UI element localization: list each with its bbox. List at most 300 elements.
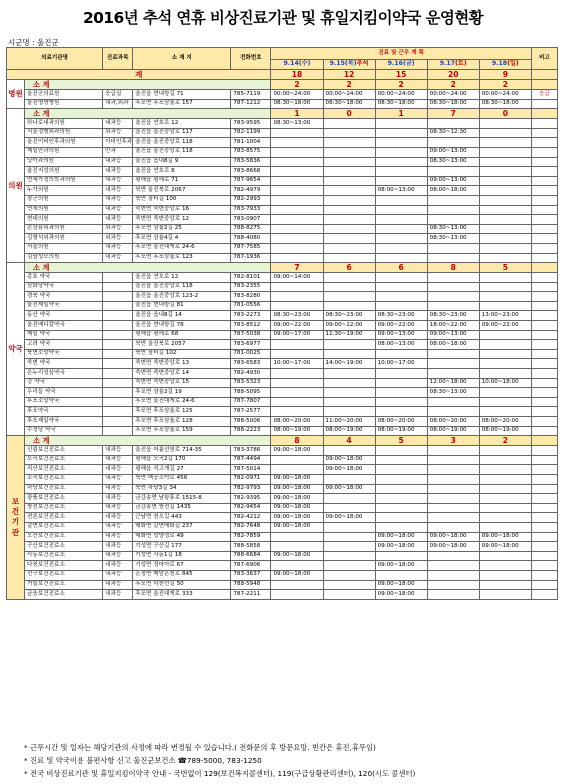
facility-note [531,157,557,167]
facility-dept: 내과등 [103,580,133,590]
hours-cell [323,446,375,456]
facility-phone: 783-8280 [231,292,271,302]
hours-cell [479,455,531,465]
hours-cell [427,407,479,417]
hours-cell [427,561,479,571]
day-date: 9.18 [491,60,508,68]
facility-note [531,388,557,398]
facility-name: 울진영명병원 [25,99,103,109]
hours-cell [271,176,323,186]
hours-cell: 09:00~13:00 [427,176,479,186]
facility-dept: 내과,외과 [103,99,133,109]
subtotal-count: 8 [271,436,323,446]
facility-phone: 788-5948 [231,580,271,590]
table-row [7,282,558,292]
table-row [7,397,558,407]
hours-cell [323,292,375,302]
facility-phone: 783-3637 [231,570,271,580]
facility-note [531,369,557,379]
hours-cell [375,551,427,561]
hours-cell [479,282,531,292]
hours-cell [375,119,427,129]
table-row [7,253,558,263]
facility-name: 북면소망약국 [25,349,103,359]
hours-cell [427,513,479,523]
hours-cell: 08:00~18:00 [427,186,479,196]
hours-cell [375,522,427,532]
hours-cell [375,494,427,504]
table-row [7,503,558,513]
facility-note [531,138,557,148]
hours-cell [375,224,427,234]
facility-address: 울진읍 읍내8길 14 [133,311,231,321]
hours-cell [271,301,323,311]
facility-phone: 782-4930 [231,369,271,379]
facility-phone: 783-6583 [231,359,271,369]
facility-address: 금강송면 쌍전길 1435 [133,503,231,513]
hours-cell [479,494,531,504]
table-row [7,378,558,388]
subtotal-note [531,109,557,119]
table-row [7,551,558,561]
facility-phone: 787-1212 [231,99,271,109]
facility-name: 소곡보건진료소 [25,474,103,484]
facility-note [531,455,557,465]
facility-name: 손상용외과의원 [25,224,103,234]
facility-address: 평해읍 평해로 68 [133,330,231,340]
table-row [7,273,558,283]
hours-cell [479,561,531,571]
hours-cell [427,494,479,504]
facility-phone: 782-0971 [231,474,271,484]
hours-cell: 08:30~13:00 [271,119,323,129]
hours-cell [271,388,323,398]
facility-phone: 783-9595 [231,119,271,129]
hours-cell [271,282,323,292]
hours-cell: 08:30~18:00 [479,99,531,109]
hours-cell [271,340,323,350]
facility-note [531,321,557,331]
facility-phone: 787-5014 [231,465,271,475]
table-row [7,330,558,340]
facility-dept [103,388,133,398]
total-count: 9 [479,70,531,80]
facility-address: 북면 울진북로 2067 [133,186,231,196]
hours-cell [479,359,531,369]
facility-name: 죽변 약국 [25,359,103,369]
facility-address: 기성면 사동1길 18 [133,551,231,561]
facility-address: 울진읍 울진중앙로 117 [133,128,231,138]
hours-cell: 09:00~18:00 [479,542,531,552]
table-row [7,157,558,167]
facility-dept: 내과등 [103,522,133,532]
hours-cell: 08:30~23:00 [323,311,375,321]
hours-cell: 08:00~13:00 [375,186,427,196]
facility-name: 구산보건진료소 [25,542,103,552]
facility-address: 매화면 갈면매화길 237 [133,522,231,532]
hours-cell: 09:00~18:00 [375,542,427,552]
hours-cell: 09:00~18:00 [271,494,323,504]
total-count: 15 [375,70,427,80]
subtotal-count: 5 [479,263,531,273]
facility-dept: 내과등 [103,195,133,205]
hours-cell [427,359,479,369]
subtotal-count: 4 [323,436,375,446]
table-row [7,138,558,148]
facility-note [531,99,557,109]
hours-cell [479,167,531,177]
facility-dept: 내과등 [103,484,133,494]
hours-cell [375,243,427,253]
hours-cell [375,474,427,484]
hours-cell [479,128,531,138]
hours-cell [427,273,479,283]
table-row [7,205,558,215]
facility-address: 후포면 후포삼율로 157 [133,99,231,109]
hours-cell: 09:00~22:00 [271,321,323,331]
hours-cell: 09:00~18:00 [271,513,323,523]
section-category: 병원 [7,80,25,109]
table-row [7,532,558,542]
facility-note [531,176,557,186]
day-date: 9.17 [439,60,456,68]
facility-phone: 782-8101 [231,273,271,283]
hours-cell: 00:00~24:00 [323,90,375,100]
facility-name: 사동보건진료소 [25,551,103,561]
hours-cell [323,138,375,148]
facility-note [531,224,557,234]
hours-cell [323,195,375,205]
hours-cell [271,195,323,205]
day-date: 9.15 [329,60,345,68]
facility-note [531,253,557,263]
hours-cell [323,561,375,571]
facility-name: 연세의원 [25,205,103,215]
facility-phone: 783-8512 [231,321,271,331]
hours-cell [479,407,531,417]
facility-address: 죽변면 죽변중앙로 15 [133,378,231,388]
facility-name: 동산 약국 [25,311,103,321]
hours-cell [375,157,427,167]
facility-dept: 안과 [103,147,133,157]
facility-dept [103,349,133,359]
subtotal-count: 2 [479,80,531,90]
facility-dept: 내과등 [103,243,133,253]
facility-address: 울진읍 울진중앙로 118 [133,282,231,292]
facility-note [531,417,557,427]
hours-cell [271,205,323,215]
hours-cell: 09:00~18:00 [323,484,375,494]
subtotal-count: 2 [271,80,323,90]
hours-cell: 10:00~18:00 [479,378,531,388]
table-row [7,359,558,369]
facility-dept: 외과등 [103,224,133,234]
facility-dept: 내과등 [103,542,133,552]
region-label: 시군명 : 울진군 [8,38,59,47]
hours-cell: 00:00~24:00 [375,90,427,100]
hours-cell: 09:00~22:00 [479,321,531,331]
hours-cell [271,465,323,475]
hours-cell [323,388,375,398]
hours-cell [479,119,531,129]
hours-cell: 09:00~18:00 [375,580,427,590]
facility-dept: 내과등 [103,157,133,167]
hours-cell: 09:00~18:00 [271,503,323,513]
hours-cell: 09:00~18:00 [271,474,323,484]
facility-name: 울진군의료원 [25,90,103,100]
facility-note [531,561,557,571]
hours-cell [271,407,323,417]
hours-cell [479,580,531,590]
facility-note [531,551,557,561]
table-row [7,167,558,177]
table-row [7,243,558,253]
footnotes [24,741,415,780]
day-weekday: (일) [507,60,519,68]
hours-cell [323,522,375,532]
facility-address: 북면 하당3길 34 [133,484,231,494]
hours-cell [479,138,531,148]
subtotal-count: 6 [375,263,427,273]
hours-cell [323,378,375,388]
hours-cell [375,138,427,148]
hours-cell [479,484,531,494]
facility-phone: 783-2355 [231,282,271,292]
hours-cell [323,234,375,244]
hours-cell [375,407,427,417]
facility-name: 전론보건진료소 [25,513,103,523]
facility-dept: 내과등 [103,551,133,561]
facility-address: 근남면 천오길 443 [133,513,231,523]
hours-cell [375,167,427,177]
facility-phone: 783-6977 [231,340,271,350]
facility-address: 울진읍 어름선창로 714-35 [133,446,231,456]
hours-cell [271,147,323,157]
hours-cell: 13:00~23:00 [479,311,531,321]
facility-phone: 782-2993 [231,195,271,205]
hours-cell [427,397,479,407]
facility-name: 장군의원 [25,195,103,205]
hours-cell [323,580,375,590]
hours-cell: 12:00~18:00 [427,378,479,388]
facility-phone: 783-3786 [231,446,271,456]
subtotal-count: 6 [323,263,375,273]
facility-phone: 787-2577 [231,407,271,417]
facility-name: 제일 약국 [25,330,103,340]
hours-cell: 14:00~19:00 [323,359,375,369]
hours-cell [427,465,479,475]
hours-cell [427,292,479,302]
hours-cell [427,474,479,484]
hours-cell [271,542,323,552]
hours-cell: 09:00~14:00 [271,273,323,283]
hours-cell: 08:30~18:00 [271,99,323,109]
facility-name: 쌍전보건진료소 [25,503,103,513]
table-row [7,311,558,321]
facility-dept [103,359,133,369]
hours-cell [271,128,323,138]
table-row [7,580,558,590]
day-date: 9.16 [387,60,403,68]
facility-note [531,580,557,590]
hours-cell [427,570,479,580]
subtotal-row [7,109,558,119]
facility-dept [103,273,133,283]
facility-phone: 783-0907 [231,215,271,225]
hours-cell [427,205,479,215]
facility-name: 우리들 약국 [25,388,103,398]
hours-cell [323,147,375,157]
hours-cell: 09:00~18:00 [271,570,323,580]
subtotal-count: 3 [427,436,479,446]
facility-address: 후포면 삼율2길 25 [133,224,231,234]
hours-cell: 09:00~18:00 [271,522,323,532]
day-weekday: (수) [298,60,311,68]
hours-cell [479,253,531,263]
facility-note [531,542,557,552]
subtotal-count: 2 [323,80,375,90]
hours-cell [323,157,375,167]
facility-note [531,340,557,350]
facility-phone: 782-4212 [231,513,271,523]
hours-cell [323,273,375,283]
hours-cell: 09:00~17:00 [271,330,323,340]
header-day-1 [271,60,323,70]
hours-cell [479,590,531,600]
hours-cell: 08:30~13:00 [427,388,479,398]
facility-name: 제일안과의원 [25,147,103,157]
facility-address: 울진읍 울진중앙로 118 [133,138,231,148]
table-row [7,446,558,456]
facility-note [531,147,557,157]
facility-name: 울진제일약국 [25,301,103,311]
facility-dept: 외과등 [103,234,133,244]
subtotal-row [7,436,558,446]
facility-phone: 785-7119 [231,90,271,100]
facility-phone: 782-4979 [231,186,271,196]
facility-phone: 783-8575 [231,147,271,157]
hours-cell [323,128,375,138]
facility-dept: 내과등 [103,455,133,465]
hours-cell: 08:30~13:00 [427,234,479,244]
hours-cell [479,176,531,186]
facility-note [531,378,557,388]
facility-name: 연세가정의학과의원 [25,176,103,186]
facility-note [531,119,557,129]
hours-cell [323,474,375,484]
facility-note [531,397,557,407]
facility-name: 총호 약국 [25,273,103,283]
day-weekday: (토) [455,60,467,68]
facility-address: 죽변면 죽변중앙로 16 [133,205,231,215]
facility-address: 울진읍 현내항길 81 [133,301,231,311]
facility-note [531,474,557,484]
facility-note [531,311,557,321]
facility-phone: 788-5858 [231,542,271,552]
day-date: 9.14 [283,60,299,68]
facility-name: 금음보건진료소 [25,590,103,600]
hours-cell: 08:30~18:00 [427,99,479,109]
table-row [7,570,558,580]
facility-phone: 787-2211 [231,590,271,600]
table-row [7,301,558,311]
facility-dept: 내과등 [103,494,133,504]
facility-name: 서울정형외과의원 [25,128,103,138]
table-row [7,388,558,398]
hours-cell [271,532,323,542]
hours-cell [427,446,479,456]
hours-cell [479,349,531,359]
table-row [7,349,558,359]
facility-name: 갈면보건진료소 [25,522,103,532]
facility-note [531,494,557,504]
facility-dept: 내과등 [103,503,133,513]
hours-cell [427,253,479,263]
facility-name: 누가의원 [25,186,103,196]
facility-dept: 내과등 [103,176,133,186]
schedule-table [6,47,558,600]
hours-cell [323,215,375,225]
facility-address: 죽변면 죽변중앙로 12 [133,215,231,225]
hours-cell: 08:30~23:00 [271,311,323,321]
facility-name: 강 약국 [25,378,103,388]
facility-address: 후포면 후포삼율로 128 [133,417,231,427]
hours-cell [271,349,323,359]
table-row [7,465,558,475]
footnote: * 전국 비상진료기관 및 휴일지킴이약국 안내 - 국번없이 129(보건복지콜센터), 119(구급상황관리센터), 120(시도 콜센터) [24,769,416,778]
page-title: 2016년 추석 연휴 비상진료기관 및 휴일지킴이약국 운영현황 [82,9,484,27]
hours-cell [479,397,531,407]
hours-cell [427,301,479,311]
hours-cell [375,253,427,263]
hours-cell [323,503,375,513]
facility-name: 오곡보건진료소 [25,455,103,465]
facility-note [531,282,557,292]
facility-address: 금강송면 남왕휴로 1515-8 [133,494,231,504]
table-row [7,321,558,331]
hours-cell [323,397,375,407]
subtotal-count: 8 [427,263,479,273]
facility-note [531,215,557,225]
table-row [7,484,558,494]
hours-cell: 09:00~18:00 [479,532,531,542]
hours-cell [427,580,479,590]
hours-cell [271,369,323,379]
facility-phone: 782-9395 [231,494,271,504]
hours-cell [427,503,479,513]
facility-name: 현대의원 [25,215,103,225]
day-weekday: (금) [402,60,415,68]
total-label: 계 [7,70,271,80]
subtotal-label: 소 계 [25,263,271,273]
facility-phone: 782-9793 [231,484,271,494]
hours-cell [479,570,531,580]
facility-note [531,186,557,196]
facility-note [531,205,557,215]
hours-cell [427,195,479,205]
table-row [7,494,558,504]
hours-cell [271,292,323,302]
facility-address: 울진읍 연호로 8 [133,167,231,177]
footnote: * 진료 및 약국이용 불편사항 신고 울진군보건소 ☎789-5000, 783-1250 [24,756,262,765]
facility-address: 평해읍 직고개길 27 [133,465,231,475]
subtotal-note [531,80,557,90]
facility-phone: 788-4080 [231,234,271,244]
header-phone: 전화번호 [231,48,271,70]
facility-address: 후포면 울진대게로 24-6 [133,397,231,407]
facility-dept [103,282,133,292]
hours-cell [323,119,375,129]
